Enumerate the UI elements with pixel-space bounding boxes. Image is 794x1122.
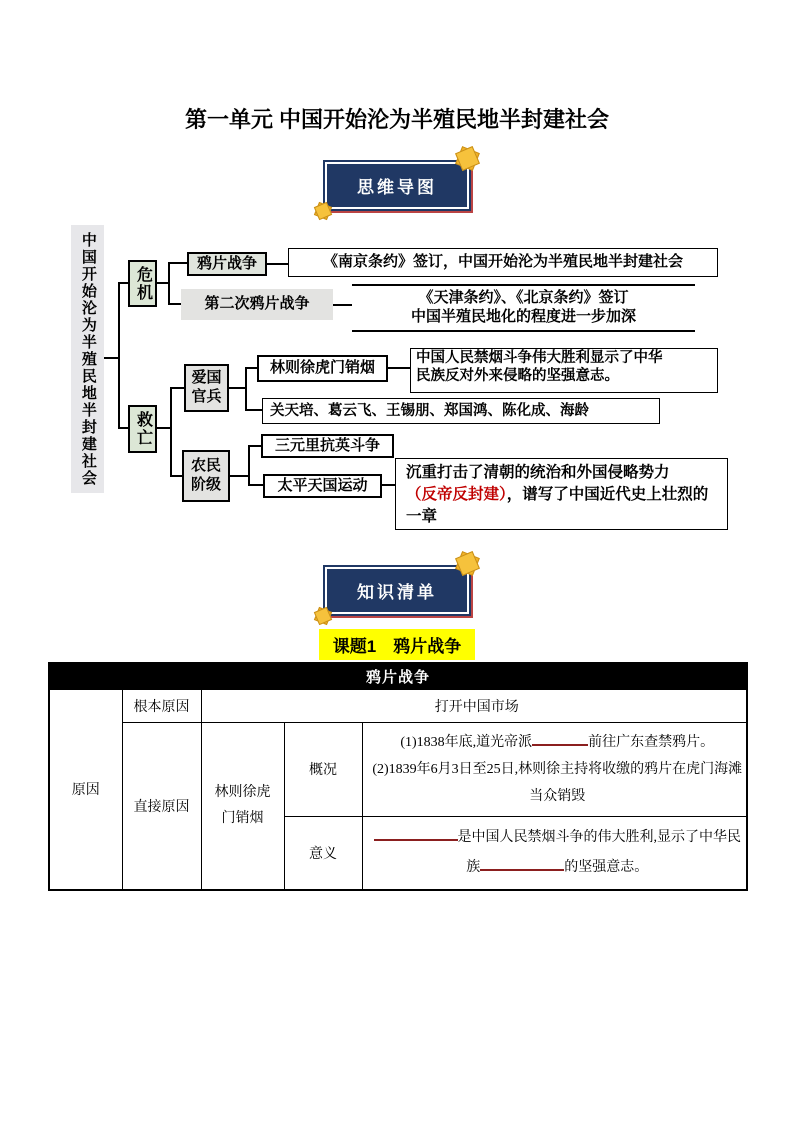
- connector: [245, 409, 262, 411]
- mindmap-badge-label: 思维导图: [325, 162, 469, 209]
- connector: [388, 367, 410, 369]
- crisis-node: 危机: [128, 260, 157, 307]
- connector: [118, 427, 128, 429]
- meaning-mid: 是中国人民禁烟斗争的伟大胜利,显示了中华民族: [457, 829, 741, 875]
- connector: [170, 387, 172, 477]
- cause-cell: 原因: [49, 689, 122, 890]
- salvation-node: 救亡: [128, 405, 157, 453]
- connector: [168, 303, 181, 305]
- overview-item1-pre: (1)1838年底,道光帝派: [400, 734, 533, 750]
- taiping-result-red: （反帝反封建）: [406, 486, 507, 503]
- taiping-result-pre: 沉重打击了清朝的统治和外国侵略势力: [406, 464, 670, 481]
- mindmap-section-badge: [325, 162, 469, 209]
- overview-item2: (2)1839年6月3日至25日,林则徐主持将收缴的鸦片在虎门海滩当众销毁: [372, 761, 743, 804]
- connector: [267, 263, 288, 265]
- connector: [118, 282, 120, 429]
- mindmap-root-node: 中国开始沦为半殖民地半封建社会: [71, 225, 104, 493]
- overview-item1: [371, 729, 745, 756]
- topic-heading-row: [0, 629, 794, 660]
- connector: [245, 367, 247, 411]
- lin-result-line2: 民族反对外来侵略的坚强意志。: [416, 368, 619, 385]
- knowledge-table: [48, 662, 748, 891]
- taiping-node: 太平天国运动: [263, 474, 382, 498]
- meaning-content-cell: [362, 816, 747, 890]
- table-header: 鸦片战争: [49, 663, 747, 689]
- peasant-class-node: 农民阶级: [182, 450, 230, 502]
- root-cause-value-cell: 打开中国市场: [201, 689, 747, 722]
- fill-in-blank[interactable]: [480, 858, 564, 871]
- overview-item1-post: 前往广东查禁鸦片。: [588, 734, 715, 750]
- connector: [248, 445, 250, 486]
- root-cause-label-cell: 根本原因: [122, 689, 201, 722]
- opium-war-node: 鸦片战争: [187, 252, 267, 276]
- connector: [170, 475, 182, 477]
- direct-cause-line2: 门销烟: [221, 810, 264, 826]
- tianjin-result-line2: 中国半殖民地化的程度进一步加深: [410, 309, 636, 325]
- knowledge-badge-label: 知识清单: [325, 567, 469, 614]
- connector: [168, 262, 187, 264]
- connector: [104, 357, 119, 359]
- meaning-label-cell: 意义: [284, 816, 362, 890]
- page-title: 第一单元 中国开始沦为半殖民地半封建社会: [184, 107, 610, 132]
- connector: [168, 262, 170, 305]
- sanyuanli-node: 三元里抗英斗争: [261, 434, 394, 458]
- connector: [333, 304, 352, 306]
- taiping-result: [395, 458, 728, 530]
- direct-cause-line1: 林则徐虎: [214, 784, 271, 800]
- nanjing-treaty-result: 《南京条约》签订，中国开始沦为半殖民地半封建社会: [288, 248, 718, 277]
- connector: [382, 484, 395, 486]
- fill-in-blank[interactable]: [532, 733, 588, 746]
- fill-in-blank[interactable]: [374, 828, 458, 841]
- connector: [170, 387, 184, 389]
- lin-zexu-result: [410, 348, 718, 393]
- topic-heading: 课题1 鸦片战争: [319, 629, 475, 660]
- direct-cause-value-cell: [201, 722, 284, 890]
- connector: [248, 445, 261, 447]
- lin-zexu-node: 林则徐虎门销烟: [257, 355, 388, 382]
- second-opium-war-node: 第二次鸦片战争: [181, 289, 333, 320]
- tianjin-result-line1: 《天津条约》、《北京条约》签订: [418, 290, 629, 307]
- connector: [230, 475, 250, 477]
- meaning-post: 的坚强意志。: [564, 859, 649, 875]
- lin-result-line1: 中国人民禁烟斗争伟大胜利显示了中华: [416, 350, 663, 366]
- connector: [248, 484, 263, 486]
- mindmap-diagram: [0, 225, 794, 555]
- connector: [245, 367, 257, 369]
- patriot-troops-node: 爱国官兵: [184, 364, 229, 412]
- tianjin-beijing-treaty-result: [352, 284, 695, 332]
- direct-cause-label-cell: 直接原因: [122, 722, 201, 890]
- taiping-result-post: ，谱写了中国近代史上壮烈的一章: [406, 486, 709, 525]
- overview-label-cell: 概况: [284, 722, 362, 816]
- overview-content-cell: [362, 722, 747, 816]
- patriot-heroes-list: 关天培、葛云飞、王锡朋、郑国鸿、陈化成、海龄: [262, 398, 660, 424]
- connector: [118, 282, 128, 284]
- knowledge-section-badge: [325, 567, 469, 614]
